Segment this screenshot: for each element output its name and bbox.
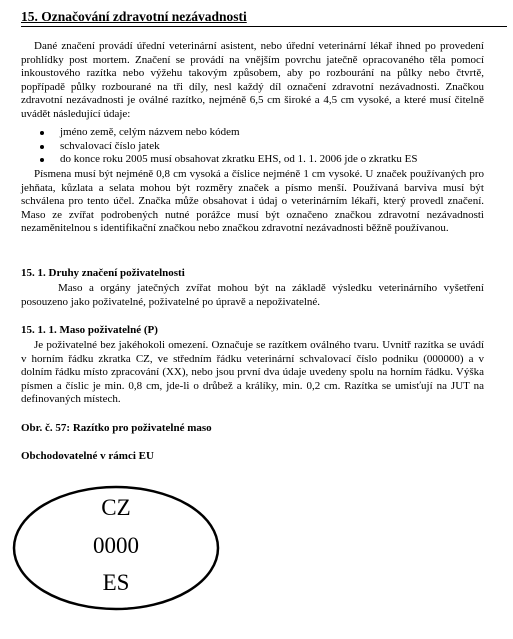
bullet-icon <box>40 158 44 162</box>
subsection-1-text: Maso a orgány jatečných zvířat mohou být na základě výsledku veterinárního vyšetření posouzeno jako poživatelné, poživatelné po úpravě a nepoživatelné. <box>21 282 484 308</box>
letters-paragraph: Písmena musí být nejméně 0,8 cm vysoká a číslice nejméně 1 cm vysoké. U značek používaných pro jehňata, kůzlata a selata mohou být rozměry značek a písmo menší. Používaná barviva musí být schválena pro tento účel. Značka může obsahovat i údaj o veterinárním lékaři, který provedl značení. Maso ze zvířat podrobených nutné porážce musí být označeno značkou zdravotní nezávadnosti nezaměnitelnou s identifikační značkou nebo značkou zdravotní nezávadnosti běžně používanou. <box>21 168 484 235</box>
section-title: 15. Označování zdravotní nezávadnosti <box>21 9 247 24</box>
subsection-2-text: Je poživatelné bez jakéhokoli omezení. Označuje se razítkem oválného tvaru. Uvnitř razítka se uvádí v horním řádku zkratka CZ, ve středním řádku veterinární schvalovací číslo podniku (000000) a v dolním řádku místo zpracování (XX), nebo jsou první dva údaje uvedeny spolu na horním řádku. Výška písmen a číslic je min. 0,8 cm, jde-li o drůbež a králíky, min. 0,2 cm. Razítka se umisťují na JUT na definovaných místech. <box>21 339 484 406</box>
intro-paragraph: Dané značení provádí úřední veterinární asistent, nebo úřední veterinární lékař ihned po provedení prohlídky post mortem. Značení se provádí na vnějším povrchu jatečně opracovaného těla pomocí inkoustového razítka nebo výžehu takovým způsobem, aby po rozbourání na půlky nebo čtvrtě, popřípadě půlky rozbourané na tři díly, nesl každý díl označení zdravotní nezávadnosti. Značkou zdravotní nezávadnosti je oválné razítko, nejméně 6,5 cm široké a 4,5 cm vysoké, a které musí čitelně uvádět následující údaje: <box>21 40 484 120</box>
figure-caption: Obr. č. 57: Razítko pro poživatelné maso <box>21 422 212 434</box>
stamp-approval-number: 0000 <box>93 533 139 558</box>
figure-subtitle: Obchodovatelné v rámci EU <box>21 450 154 462</box>
bullet-icon <box>40 145 44 149</box>
requirements-list <box>21 126 484 167</box>
bullet-icon <box>40 131 44 135</box>
list-item: jméno země, celým názvem nebo kódem <box>21 126 484 140</box>
subsection-2-title: 15. 1. 1. Maso poživatelné (P) <box>21 324 158 336</box>
list-item: schvalovací číslo jatek <box>21 140 484 154</box>
health-mark-stamp <box>12 485 238 612</box>
stamp-country-code: CZ <box>101 495 131 520</box>
list-item: do konce roku 2005 musí obsahovat zkratku EHS, od 1. 1. 2006 jde o zkratku ES <box>21 153 484 167</box>
subsection-1-title: 15. 1. Druhy značení poživatelnosti <box>21 267 185 279</box>
stamp-union-code: ES <box>102 570 130 595</box>
title-underline-rule <box>21 26 507 27</box>
